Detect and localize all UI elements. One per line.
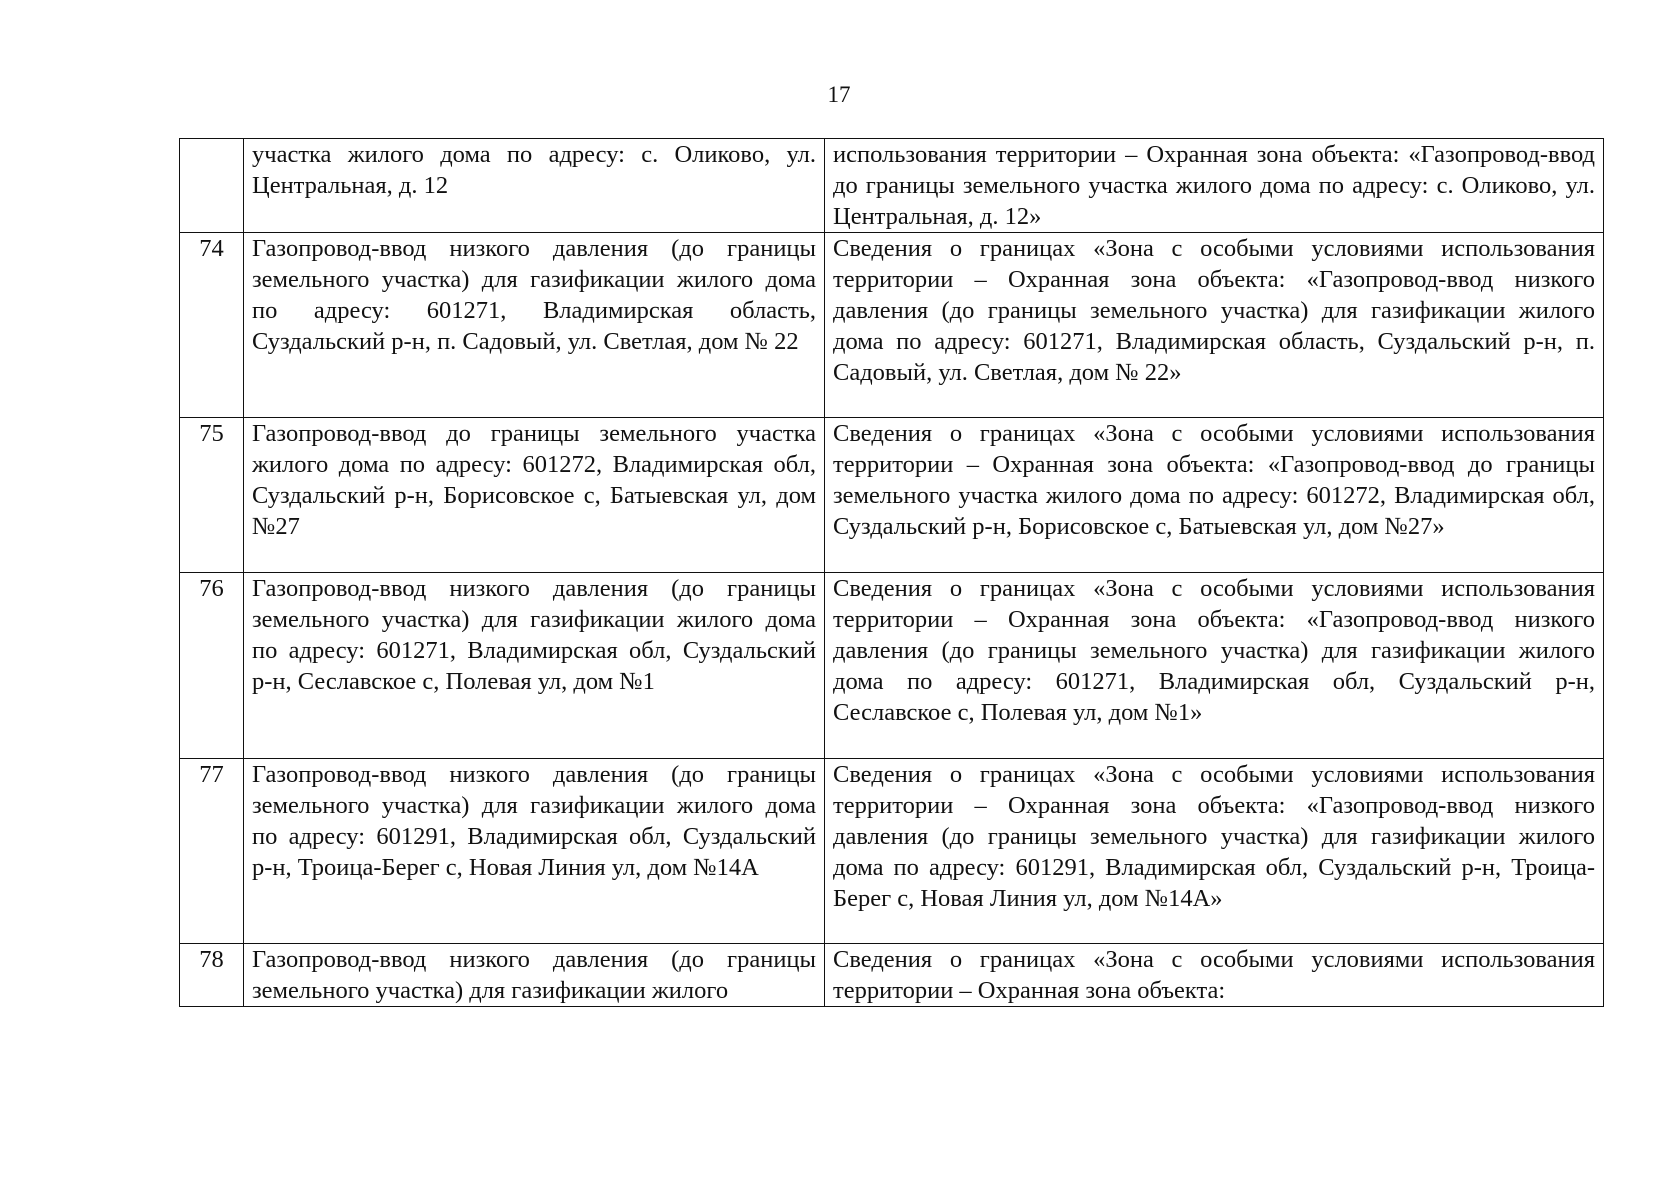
zone-info: Сведения о границах «Зона с особыми условиями использования территории – Охранная зона объекта: «Газопровод-ввод низкого давления (до границы земельного участка) для газификации жилого дома по адресу: 601271, Владимирская обл, Суздальский р-н, Сеславское с, Полевая ул, дом №1»	[825, 573, 1604, 759]
zone-info: Сведения о границах «Зона с особыми условиями использования территории – Охранная зона объекта: «Газопровод-ввод низкого давления (до границы земельного участка) для газификации жилого дома по адресу: 601291, Владимирская обл, Суздальский р-н, Троица-Берег с, Новая Линия ул, дом №14А»	[825, 759, 1604, 944]
row-number: 74	[180, 233, 244, 418]
table-row	[180, 759, 1604, 944]
table-row	[180, 139, 1604, 233]
row-number: 75	[180, 418, 244, 573]
table-row	[180, 233, 1604, 418]
zone-info: Сведения о границах «Зона с особыми условиями использования территории – Охранная зона объекта: «Газопровод-ввод низкого давления (до границы земельного участка) для газификации жилого дома по адресу: 601271, Владимирская область, Суздальский р-н, п. Садовый, ул. Светлая, дом № 22»	[825, 233, 1604, 418]
row-number	[180, 139, 244, 233]
object-description: Газопровод-ввод низкого давления (до границы земельного участка) для газификации жилого	[244, 944, 825, 1007]
object-description: Газопровод-ввод низкого давления (до границы земельного участка) для газификации жилого дома по адресу: 601271, Владимирская область, Суздальский р-н, п. Садовый, ул. Светлая, дом № 22	[244, 233, 825, 418]
zone-info: Сведения о границах «Зона с особыми условиями использования территории – Охранная зона объекта:	[825, 944, 1604, 1007]
object-description: Газопровод-ввод низкого давления (до границы земельного участка) для газификации жилого дома по адресу: 601271, Владимирская обл, Суздальский р-н, Сеславское с, Полевая ул, дом №1	[244, 573, 825, 759]
row-number: 78	[180, 944, 244, 1007]
page-number: 17	[827, 82, 851, 107]
object-description: Газопровод-ввод низкого давления (до границы земельного участка) для газификации жилого дома по адресу: 601291, Владимирская обл, Суздальский р-н, Троица-Берег с, Новая Линия ул, дом №14А	[244, 759, 825, 944]
row-number: 77	[180, 759, 244, 944]
zone-info: Сведения о границах «Зона с особыми условиями использования территории – Охранная зона объекта: «Газопровод-ввод до границы земельного участка жилого дома по адресу: 601272, Владимирская обл, Суздальский р-н, Борисовское с, Батыевская ул, дом №27»	[825, 418, 1604, 573]
table-row	[180, 573, 1604, 759]
table-row	[180, 418, 1604, 573]
object-description: участка жилого дома по адресу: с. Оликово, ул. Центральная, д. 12	[244, 139, 825, 233]
zone-info: использования территории – Охранная зона объекта: «Газопровод-ввод до границы земельного участка жилого дома по адресу: с. Оликово, ул. Центральная, д. 12»	[825, 139, 1604, 233]
row-number: 76	[180, 573, 244, 759]
object-description: Газопровод-ввод до границы земельного участка жилого дома по адресу: 601272, Владимирская обл, Суздальский р-н, Борисовское с, Батыевская ул, дом №27	[244, 418, 825, 573]
table-row	[180, 944, 1604, 1007]
zones-table	[179, 138, 1604, 1007]
